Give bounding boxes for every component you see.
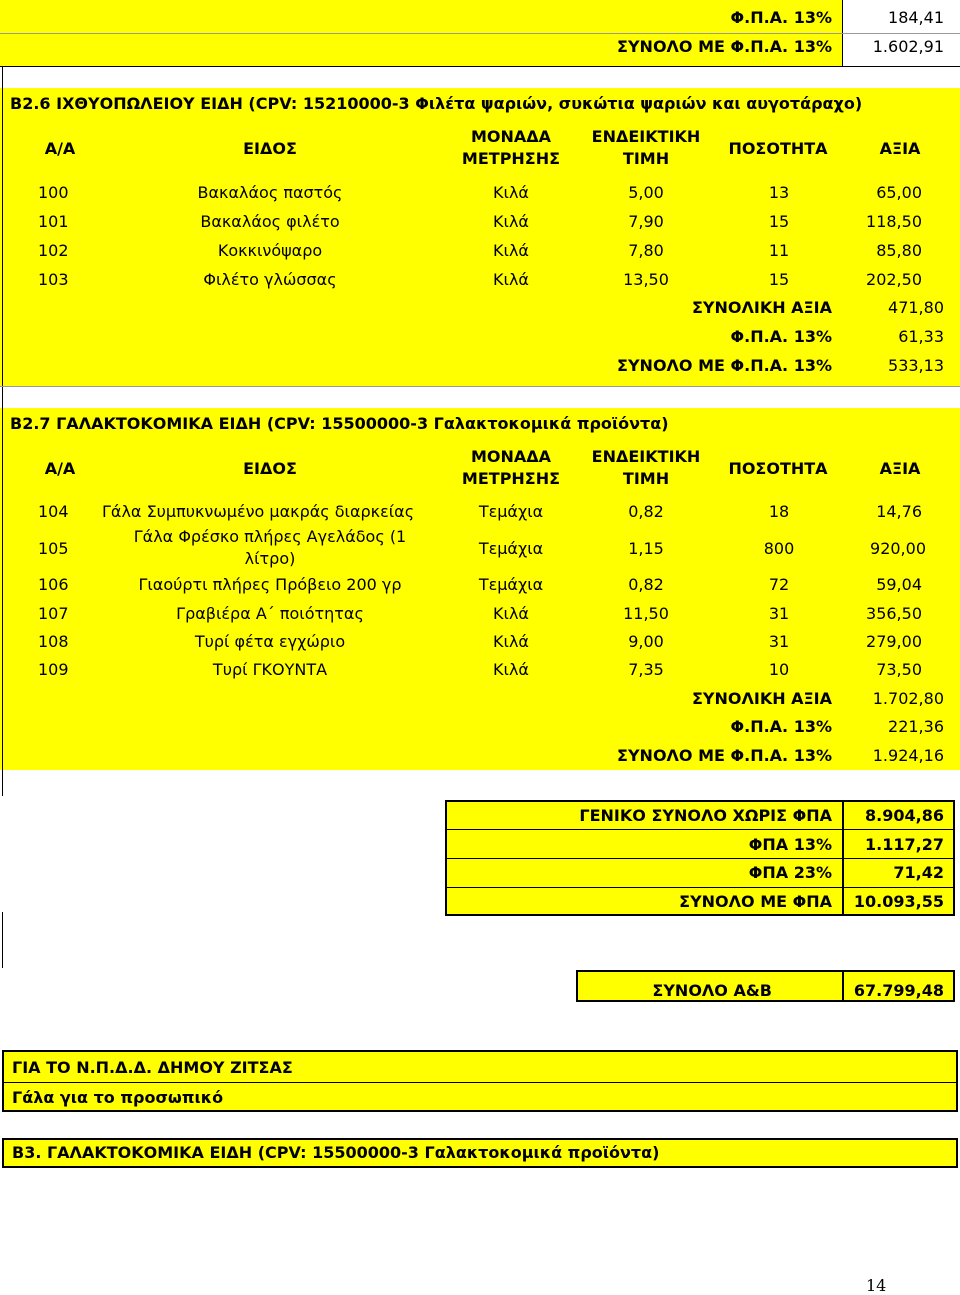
table-row <box>0 628 960 657</box>
row-eidos: Κοκκινόψαρο <box>217 241 323 260</box>
row-monada: Τεμάχια <box>478 502 544 521</box>
row-timi: 7,90 <box>628 212 664 231</box>
top-vat-value: 184,41 <box>888 8 944 27</box>
table-row <box>0 656 960 685</box>
b26-col-aa: Α/Α <box>44 139 76 158</box>
b26-col-posotita: ΠΟΣΟΤΗΤΑ <box>728 139 828 158</box>
b27-sum-label: ΣΥΝΟΛΙΚΗ ΑΞΙΑ <box>691 689 832 708</box>
row-aa: 106 <box>38 575 69 594</box>
row-monada: Κιλά <box>493 183 529 202</box>
b27-sum-value: 1.702,80 <box>872 689 944 708</box>
row-axia: 65,00 <box>876 183 922 202</box>
b3-title: Β3. ΓΑΛΑΚΤΟΚΟΜΙΚΑ ΕΙΔΗ (CPV: 15500000-3 Γαλακτοκομικά προϊόντα) <box>12 1143 660 1162</box>
row-eidos-line2: λίτρο) <box>244 549 296 568</box>
row-monada: Κιλά <box>493 270 529 289</box>
row-timi: 0,82 <box>628 502 664 521</box>
row-aa: 109 <box>38 660 69 679</box>
row-timi: 0,82 <box>628 575 664 594</box>
table-row <box>0 600 960 629</box>
row-monada: Τεμάχια <box>478 539 544 558</box>
b26-sum-value: 471,80 <box>888 298 944 317</box>
row-monada: Κιλά <box>493 212 529 231</box>
row-timi: 1,15 <box>628 539 664 558</box>
row-aa: 107 <box>38 604 69 623</box>
row-aa: 103 <box>38 270 69 289</box>
top-total-value: 1.602,91 <box>872 37 944 56</box>
top-total-label: ΣΥΝΟΛΟ ΜΕ Φ.Π.Α. 13% <box>617 37 832 56</box>
row-eidos: Βακαλάος παστός <box>197 183 343 202</box>
b27-col-monada <box>436 446 586 490</box>
b26-col-axia: ΑΞΙΑ <box>879 139 921 158</box>
row-eidos: Γιαούρτι πλήρες Πρόβειο 200 γρ <box>138 575 402 594</box>
row-timi: 7,80 <box>628 241 664 260</box>
table-row <box>0 498 960 527</box>
b27-col-axia: ΑΞΙΑ <box>879 459 921 478</box>
b27-vat-value: 221,36 <box>888 717 944 736</box>
row-monada: Κιλά <box>493 632 529 651</box>
row-aa: 100 <box>38 183 69 202</box>
row-posotita: 18 <box>768 502 790 521</box>
table-row <box>0 571 960 600</box>
b27-col-eidos: ΕΙΔΟΣ <box>243 459 297 478</box>
b27-total-label: ΣΥΝΟΛΟ ΜΕ Φ.Π.Α. 13% <box>617 746 832 765</box>
row-timi: 9,00 <box>628 632 664 651</box>
row-axia: 59,04 <box>876 575 922 594</box>
b26-total-label: ΣΥΝΟΛΟ ΜΕ Φ.Π.Α. 13% <box>617 356 832 375</box>
row-axia: 356,50 <box>866 604 922 623</box>
row-monada: Τεμάχια <box>478 575 544 594</box>
grand-row-value: 1.117,27 <box>865 835 944 854</box>
row-aa: 105 <box>38 539 69 558</box>
table-row <box>0 208 960 237</box>
b27-total-value: 1.924,16 <box>872 746 944 765</box>
grand-row-label: ΣΥΝΟΛΟ ΜΕ ΦΠΑ <box>679 892 832 911</box>
row-eidos: Τυρί φέτα εγχώριο <box>194 632 346 651</box>
row-posotita: 31 <box>768 604 790 623</box>
ab-total-label: ΣΥΝΟΛΟ Α&Β <box>652 981 772 1000</box>
row-eidos-line1: Γάλα Φρέσκο πλήρες Αγελάδος (1 <box>133 527 407 546</box>
b26-col-monada-line1: ΜΟΝΑΔΑ <box>470 127 552 146</box>
ab-total-value: 67.799,48 <box>853 981 944 1000</box>
row-posotita: 13 <box>768 183 790 202</box>
page-number: 14 <box>866 1276 887 1295</box>
row-aa: 102 <box>38 241 69 260</box>
table-row <box>0 179 960 208</box>
table-row <box>0 237 960 266</box>
top-vat-label: Φ.Π.Α. 13% <box>730 8 832 27</box>
b27-title: Β2.7 ΓΑΛΑΚΤΟΚΟΜΙΚΑ ΕΙΔΗ (CPV: 15500000-3 Γαλακτοκομικά προϊόντα) <box>10 414 669 433</box>
row-aa: 104 <box>38 502 69 521</box>
row-eidos: Τυρί ΓΚΟΥΝΤΑ <box>212 660 328 679</box>
b27-col-monada-line1: ΜΟΝΑΔΑ <box>470 447 552 466</box>
row-eidos: Βακαλάος φιλέτο <box>200 212 340 231</box>
grand-row-value: 71,42 <box>893 863 944 882</box>
row-timi: 7,35 <box>628 660 664 679</box>
b26-col-monada <box>436 126 586 170</box>
b27-col-timi-line1: ΕΝΔΕΙΚΤΙΚΗ <box>591 447 701 466</box>
row-timi: 5,00 <box>628 183 664 202</box>
b27-col-timi-line2: ΤΙΜΗ <box>622 469 670 488</box>
b26-col-timi-line1: ΕΝΔΕΙΚΤΙΚΗ <box>591 127 701 146</box>
b27-col-posotita: ΠΟΣΟΤΗΤΑ <box>728 459 828 478</box>
npdd-subtitle: Γάλα για το προσωπικό <box>12 1088 224 1107</box>
grand-row-value: 8.904,86 <box>865 806 944 825</box>
grand-row-label: ΓΕΝΙΚΟ ΣΥΝΟΛΟ ΧΩΡΙΣ ΦΠΑ <box>579 806 832 825</box>
b26-col-timi <box>576 126 716 170</box>
b27-vat-label: Φ.Π.Α. 13% <box>730 717 832 736</box>
b26-title: Β2.6 ΙΧΘΥΟΠΩΛΕΙΟΥ ΕΙΔΗ (CPV: 15210000-3 Φιλέτα ψαριών, συκώτια ψαριών και αυγοτάραχο) <box>10 94 863 113</box>
row-posotita: 11 <box>768 241 790 260</box>
b26-col-eidos: ΕΙΔΟΣ <box>243 139 297 158</box>
row-posotita: 31 <box>768 632 790 651</box>
row-axia: 279,00 <box>866 632 922 651</box>
row-posotita: 10 <box>768 660 790 679</box>
b26-total-value: 533,13 <box>888 356 944 375</box>
row-aa: 108 <box>38 632 69 651</box>
grand-row-value: 10.093,55 <box>853 892 944 911</box>
row-monada: Κιλά <box>493 660 529 679</box>
row-axia: 118,50 <box>866 212 922 231</box>
b26-col-monada-line2: ΜΕΤΡΗΣΗΣ <box>461 149 561 168</box>
b26-sum-label: ΣΥΝΟΛΙΚΗ ΑΞΙΑ <box>691 298 832 317</box>
row-monada: Κιλά <box>493 241 529 260</box>
row-posotita: 800 <box>763 539 795 558</box>
b27-col-monada-line2: ΜΕΤΡΗΣΗΣ <box>461 469 561 488</box>
row-timi: 11,50 <box>623 604 669 623</box>
row-posotita: 15 <box>768 270 790 289</box>
row-axia: 73,50 <box>876 660 922 679</box>
row-axia: 85,80 <box>876 241 922 260</box>
row-eidos: Γραβιέρα Α΄ ποιότητας <box>176 604 364 623</box>
b27-col-timi <box>576 446 716 490</box>
row-axia: 14,76 <box>876 502 922 521</box>
grand-row-label: ΦΠΑ 23% <box>748 863 832 882</box>
row-axia: 920,00 <box>870 539 926 558</box>
table-row <box>0 266 960 295</box>
table-row <box>0 527 960 569</box>
npdd-title: ΓΙΑ ΤΟ Ν.Π.Δ.Δ. ΔΗΜΟΥ ΖΙΤΣΑΣ <box>12 1058 293 1077</box>
row-eidos: Γάλα Συμπυκνωμένο μακράς διαρκείας <box>102 502 415 521</box>
row-timi: 13,50 <box>623 270 669 289</box>
b27-col-aa: Α/Α <box>44 459 76 478</box>
b26-col-timi-line2: ΤΙΜΗ <box>622 149 670 168</box>
row-axia: 202,50 <box>866 270 922 289</box>
grand-row-label: ΦΠΑ 13% <box>748 835 832 854</box>
b26-vat-value: 61,33 <box>898 327 944 346</box>
row-posotita: 72 <box>768 575 790 594</box>
row-posotita: 15 <box>768 212 790 231</box>
row-eidos: Φιλέτο γλώσσας <box>203 270 337 289</box>
row-monada: Κιλά <box>493 604 529 623</box>
b26-vat-label: Φ.Π.Α. 13% <box>730 327 832 346</box>
row-aa: 101 <box>38 212 69 231</box>
